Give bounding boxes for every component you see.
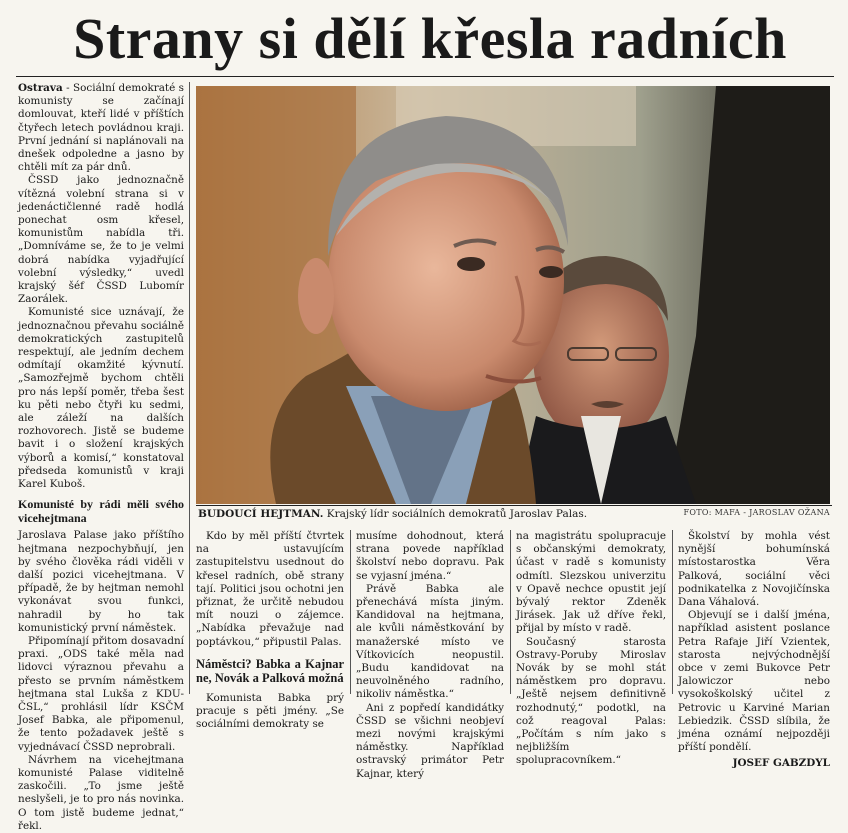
caption-text: Krajský lídr sociálních demokratů Jaroslav Palas. [323, 508, 588, 520]
press-photo [196, 86, 830, 504]
article-column-1 [18, 82, 184, 832]
column-divider [350, 530, 351, 694]
article-column-3 [356, 530, 504, 780]
paragraph: musíme dohodnout, která strana povede například školství nebo dopravu. Pak se vyjasní jména.“ [356, 530, 504, 582]
paragraph: ČSSD jako jednoznačně vítězná volební strana si v jedenáctičlenné radě hodlá ponechat osm křesel, komunistům nabídla tři. „Domníváme se, že to je velmi dobrá nabídka vyjadřující volební výsledky,“ uvedl krajský šéf ČSSD Lubomír Zaorálek. [18, 174, 184, 306]
dateline: Ostrava [18, 82, 63, 94]
paragraph: Jaroslava Palase jako příštího hejtmana nezpochybňují, jen by svého člověka rádi viděli v další pozici vicehejtmana. V případě, že by hejtman nemohl vykonávat svou funkci, nahradil by ho tak komunistický první náměstek. [18, 529, 184, 634]
paragraph: Ani z popředí kandidátky ČSSD se všichni neobjeví mezi novými krajskými náměstky. Například ostravský primátor Petr Kajnar, který [356, 701, 504, 780]
article-column-2 [196, 530, 344, 731]
author-signature: JOSEF GABZDYL [732, 757, 830, 770]
paragraph: Kdo by měl příští čtvrtek na ustavujícím zastupitelstvu usednout do křesel radních, obě strany tají. Politici jsou ochotni jen přiznat, že určitě nebudou mít nouzi o zájemce. „Nabídka převažuje nad poptávkou,“ připustil Palas. [196, 530, 344, 648]
section-heading: Komunisté by rádi měli svého vicehejtmana [18, 497, 184, 526]
paragraph: Školství by mohla vést nynější bohumínská místostarostka Věra Palková, sociální věci podnikatelka z Novojičínska Dana Váhalová. [678, 530, 830, 609]
article-column-4 [516, 530, 666, 767]
paragraph: na magistrátu spolupracuje s občanskými demokraty, účast v radě s komunisty odmítl. Slezskou univerzitu v Opavě nechce opustit její bývalý rektor Zdeněk Jirásek. Jak už dříve řekl, přijal by místo v radě. [516, 530, 666, 635]
paragraph: Současný starosta Ostravy-Poruby Miroslav Novák by se mohl stát náměstkem pro dopravu. „Ještě nejsem definitivně rozhodnutý,“ podotkl, na což reagoval Palas: „Počítám s ním jako s nejbližším spolupracovníkem.“ [516, 635, 666, 767]
article-column-5 [678, 530, 830, 770]
column-divider [672, 530, 673, 694]
paragraph: Návrhem na vicehejtmana komunisté Palase viditelně zaskočili. „To jsme ještě neslyšeli, je to pro nás novinka. O tom jistě budeme jednat,“ řekl. [18, 753, 184, 832]
caption-label: BUDOUCÍ HEJTMAN. [198, 508, 324, 520]
photo-credit: FOTO: MAFA - JAROSLAV OŽANA [683, 508, 830, 517]
paragraph: Komunisté sice uznávají, že jednoznačnou převahu sociálně demokratických zastupitelů respektují, ale jedním dechem odmítají okamžité kývnutí. „Samozřejmě bychom chtěli pro nás lepší poměr, třeba šest ku pěti nebo čtyři ku sedmi, ale záleží na dalších rozhovorech. Jistě se budeme bavit i o složení krajských výborů a komisí,“ konstatoval předseda komunistů v kraji Karel Kuboš. [18, 306, 184, 491]
headline-rule [16, 76, 834, 77]
paragraph: Komunista Babka prý pracuje s pěti jmény. „Se sociálními demokraty se [196, 691, 344, 731]
paragraph: Připomínají přitom dosavadní praxi. „ODS také měla nad lidovci výraznou převahu a přesto se prvním náměstkem hejtmana stal Lukša z KDU-ČSL,“ prohlásil lídr KSČM Josef Babka, ale připomenul, že tento požadavek ještě s vyjednávací ČSSD neprobrali. [18, 634, 184, 753]
column-divider [510, 530, 511, 694]
lead-paragraph: Ostrava - Sociální demokraté s komunisty se začínají domlouvat, kteří lidé v příštích čtyřech letech povládnou kraji. První jednání si naplánovali na dnešek odpoledne a jasno by chtěli mít za pár dnů. [18, 82, 184, 174]
headline: Strany si dělí křesla radních [73, 6, 787, 71]
photo-illustration [196, 86, 830, 504]
column-divider [189, 82, 190, 694]
paragraph: Objevují se i další jména, například asistent poslance Petra Rafaje Jiří Vzientek, starosta nejvýchodnější obce v zemi Bukovce Petr Jalowiczor nebo vysokoškolský učitel z Petrovic u Karviné Marian Lebiedzik. ČSSD slíbila, že jména oznámí nejpozději příští pondělí. [678, 609, 830, 754]
subheading: Náměstci? Babka a Kajnar ne, Novák a Palková možná [196, 656, 344, 686]
paragraph: Právě Babka ale přenechává místa jiným. Kandidoval na hejtmana, ale kvůli náměstkování by manažerské místo ve Vítkovicích neopustil. „Budu kandidovat na neuvolněného radního, nikoliv náměstka.“ [356, 582, 504, 701]
